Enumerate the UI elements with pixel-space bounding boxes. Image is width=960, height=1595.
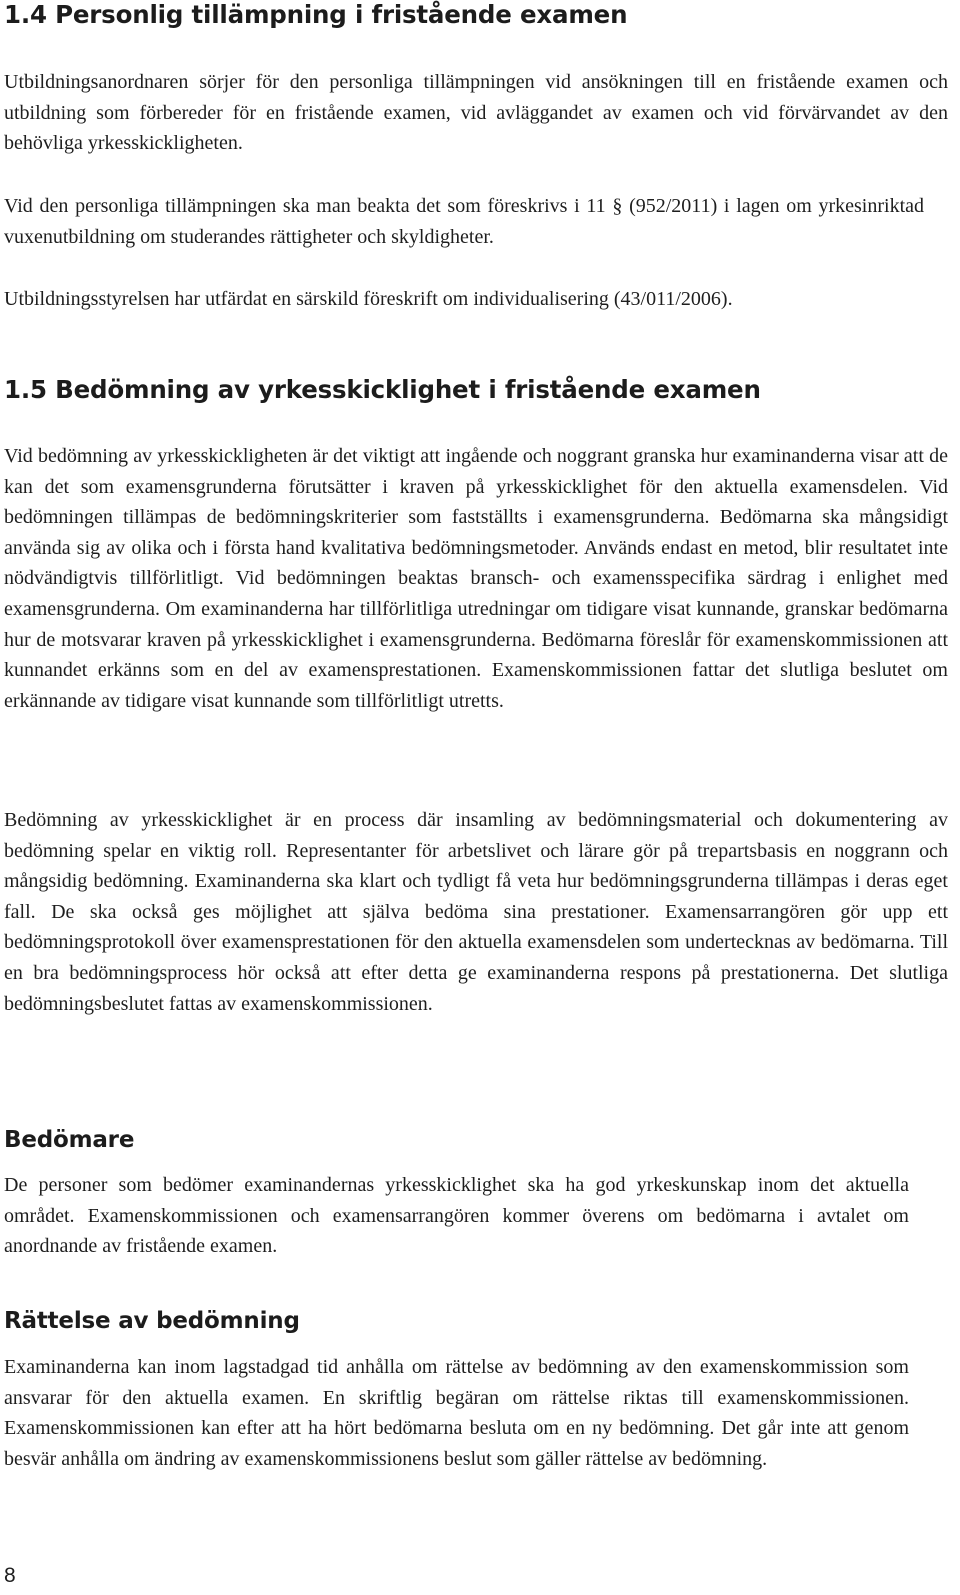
section-heading-bedomning-yrkesskicklighet: 1.5 Bedömning av yrkesskicklighet i fristående examen: [4, 375, 761, 404]
section-heading-bedomare: Bedömare: [4, 1127, 135, 1153]
section-heading-personlig-tillampning: 1.4 Personlig tillämpning i fristående examen: [4, 0, 628, 29]
page-number: 8: [4, 1564, 16, 1587]
paragraph-personliga-tillampningen: Vid den personliga tillämpningen ska man beakta det som föreskrivs i 11 § (952/2011) i lagen om yrkesinriktad vuxenutbildning om studerandes rättigheter och skyldigheter.: [4, 195, 924, 248]
paragraph-bedomning-yrkesskickligheten: Vid bedömning av yrkesskickligheten är det viktigt att ingående och noggrant granska hur examinanderna visar att de kan det som examensgrunderna förutsätter i kraven på yrkesskicklighet för den aktuella examensdelen. Vid bedömningen tillämpas de bedömningskriterier som fastställts i examensgrunderna. Bedömarna ska mångsidigt använda sig av olika och i första hand kvalitativa bedömningsmetoder. Används endast en metod, blir resultatet inte nödvändigtvis tillförlitligt. Vid bedömningen beaktas bransch- och examensspecifika särdrag i enlighet med examensgrunderna. Om examinanderna har tillförlitliga utredningar om tidigare visat kunnande, granskar bedömarna hur de motsvarar kraven på yrkesskicklighet i examensgrunderna. Bedömarna föreslår för examenskommissionen att kunnandet erkänns som en del av examensprestationen. Examenskommissionen fattar det slutliga beslutet om erkännande av tidigare visat kunnande som tillförlitligt utretts.: [4, 445, 948, 712]
paragraph-bedomningsprocess: Bedömning av yrkesskicklighet är en process där insamling av bedömningsmaterial och dokumentering av bedömning spelar en viktig roll. Representanter för arbetslivet och lärare gör på trepartsbasis en noggrann och mångsidig bedömning. Examinanderna ska klart och tydligt få veta hur bedömningsgrunderna tillämpas i deras eget fall. De ska också ges möjlighet att själva bedöma sina prestationer. Examensarrangören gör upp ett bedömningsprotokoll över examensprestationen för den aktuella examensdelen som undertecknas av bedömarna. Till en bra bedömningsprocess hör också att efter detta ge examinanderna respons på prestationerna. Det slutliga bedömningsbeslutet fattas av examenskommissionen.: [4, 809, 948, 1015]
section-heading-rattelse-av-bedomning: Rättelse av bedömning: [4, 1308, 300, 1334]
paragraph-individualisering: Utbildningsstyrelsen har utfärdat en särskild föreskrift om individualisering (43/011/2006).: [4, 288, 733, 310]
paragraph-utbildningsanordnaren: Utbildningsanordnaren sörjer för den personliga tillämpningen vid ansökningen till en fristående examen och utbildning som förbereder för en fristående examen, vid avläggandet av examen och vid förvärvandet av den behövliga yrkesskickligheten.: [4, 71, 948, 155]
paragraph-bedomare: De personer som bedömer examinandernas yrkesskicklighet ska ha god yrkeskunskap inom det aktuella området. Examenskommissionen och examensarrangören kommer överens om bedömarna i avtalet om anordnande av fristående examen.: [4, 1174, 909, 1258]
paragraph-rattelse: Examinanderna kan inom lagstadgad tid anhålla om rättelse av bedömning av den examenskommission som ansvarar för den aktuella examen. En skriftlig begäran om rättelse riktas till examenskommissionen. Examenskommissionen kan efter att ha hört bedömarna besluta om en ny bedömning. Det går inte att genom besvär anhålla om ändring av examenskommissionens beslut som gäller rättelse av bedömning.: [4, 1356, 909, 1470]
